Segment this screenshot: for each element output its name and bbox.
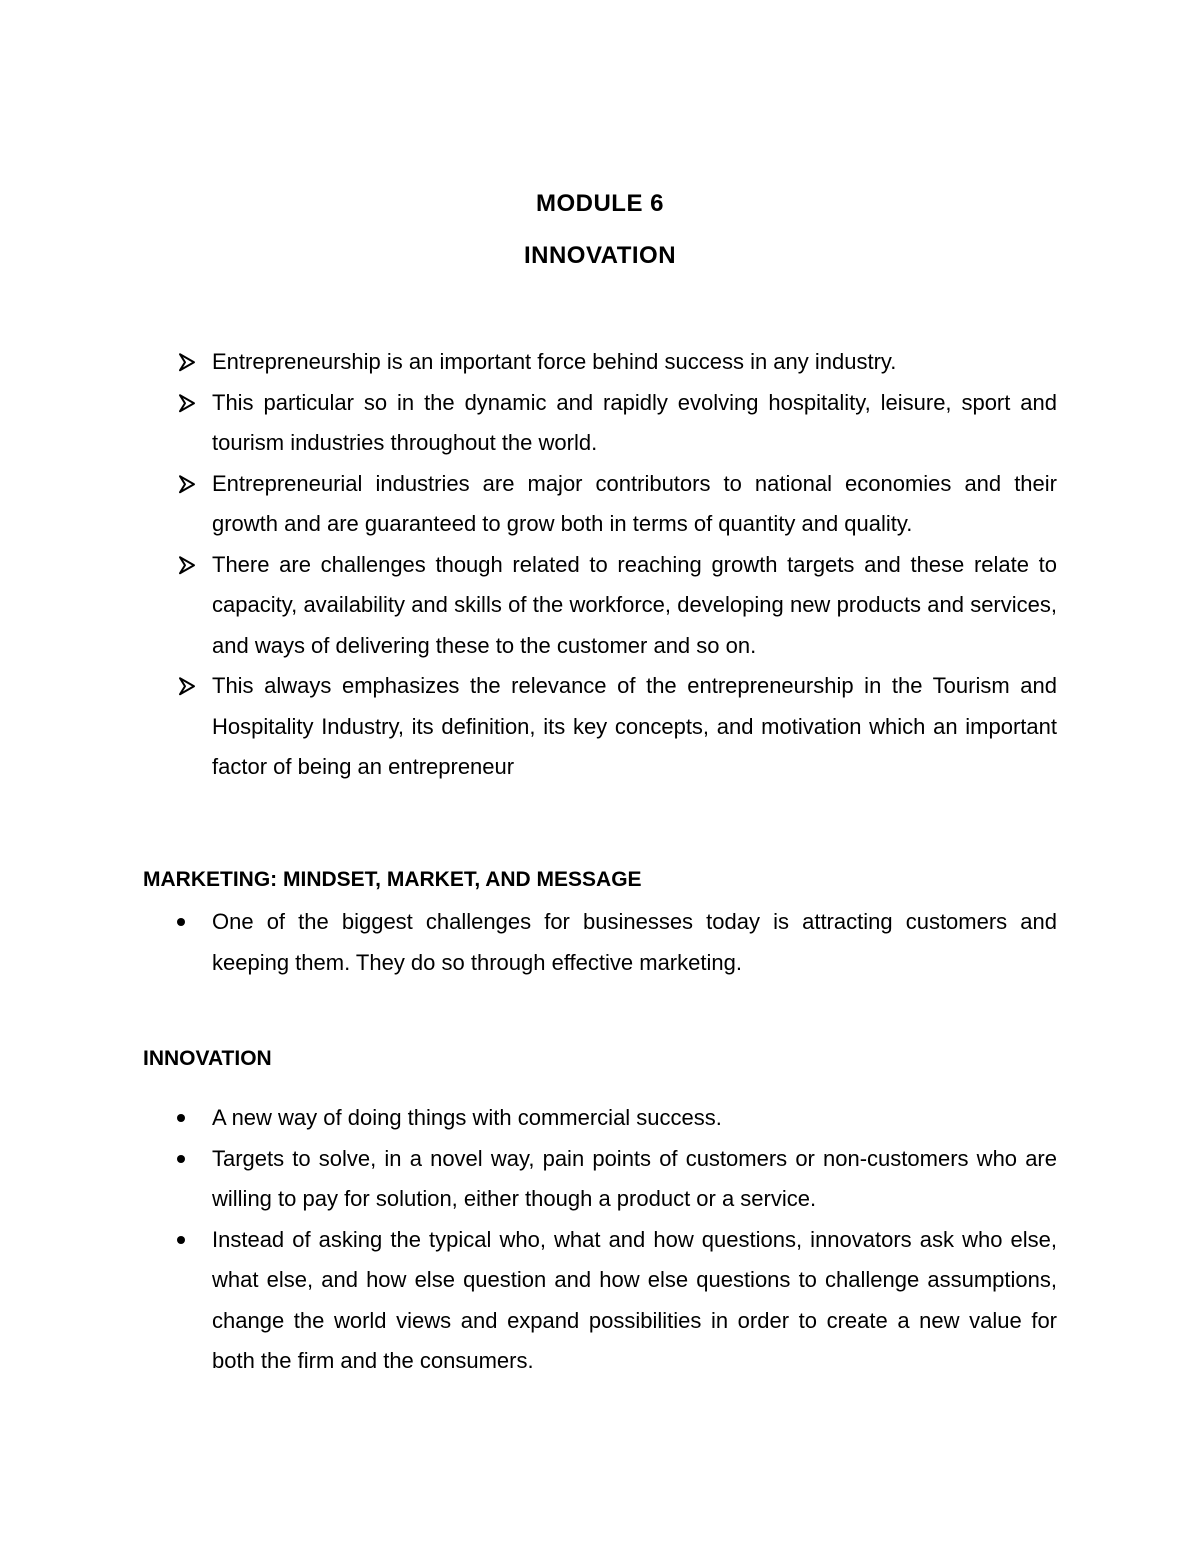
innovation-section-heading: INNOVATION <box>143 1047 272 1070</box>
list-item <box>212 902 1057 983</box>
bullet-dot-icon <box>177 918 185 926</box>
bullet-text: Targets to solve, in a novel way, pain points of customers or non-customers who are willing to pay for solution, either though a product or a service. <box>212 1145 1057 1211</box>
list-item <box>212 342 1057 383</box>
arrowhead-bullet-icon <box>176 464 200 505</box>
bullet-text: A new way of doing things with commercial success. <box>212 1105 722 1130</box>
bullet-text: One of the biggest challenges for businesses today is attracting customers and keeping them. They do so through effective marketing. <box>212 909 1057 975</box>
bullet-dot-icon <box>177 1236 185 1244</box>
bullet-text: Entrepreneurship is an important force behind success in any industry. <box>212 349 897 374</box>
intro-bullet-list <box>212 342 1057 788</box>
bullet-text: There are challenges though related to reaching growth targets and these relate to capacity, availability and skills of the workforce, developing new products and services, and ways of delivering these to the customer and so on. <box>212 551 1057 658</box>
bullet-text: This particular so in the dynamic and rapidly evolving hospitality, leisure, sport and tourism industries throughout the world. <box>212 389 1057 455</box>
bullet-text: Entrepreneurial industries are major contributors to national economies and their growth and are guaranteed to grow both in terms of quantity and quality. <box>212 470 1057 536</box>
list-item <box>212 383 1057 464</box>
module-title: MODULE 6 <box>535 190 664 217</box>
list-item <box>212 464 1057 545</box>
list-item <box>212 545 1057 667</box>
list-item <box>212 1098 1057 1139</box>
innovation-bullet-list <box>212 1098 1057 1382</box>
bullet-text: This always emphasizes the relevance of the entrepreneurship in the Tourism and Hospitality Industry, its definition, its key concepts, and motivation which an important factor of being an entrepreneur <box>212 673 1057 779</box>
arrowhead-bullet-icon <box>176 342 200 383</box>
bullet-dot-icon <box>177 1114 185 1122</box>
marketing-bullet-list <box>212 902 1057 983</box>
module-subtitle: INNOVATION <box>523 242 677 269</box>
arrowhead-bullet-icon <box>176 383 200 424</box>
arrowhead-bullet-icon <box>176 666 200 707</box>
bullet-text: Instead of asking the typical who, what and how questions, innovators ask who else, what else, and how else question and how else questions to challenge assumptions, change the world views and expand possibilities in order to create a new value for both the firm and the consumers. <box>212 1226 1057 1373</box>
list-item <box>212 1220 1057 1382</box>
marketing-section-heading: MARKETING: MINDSET, MARKET, AND MESSAGE <box>143 868 642 891</box>
arrowhead-bullet-icon <box>176 545 200 586</box>
list-item <box>212 666 1057 788</box>
bullet-dot-icon <box>177 1155 185 1163</box>
list-item <box>212 1139 1057 1220</box>
